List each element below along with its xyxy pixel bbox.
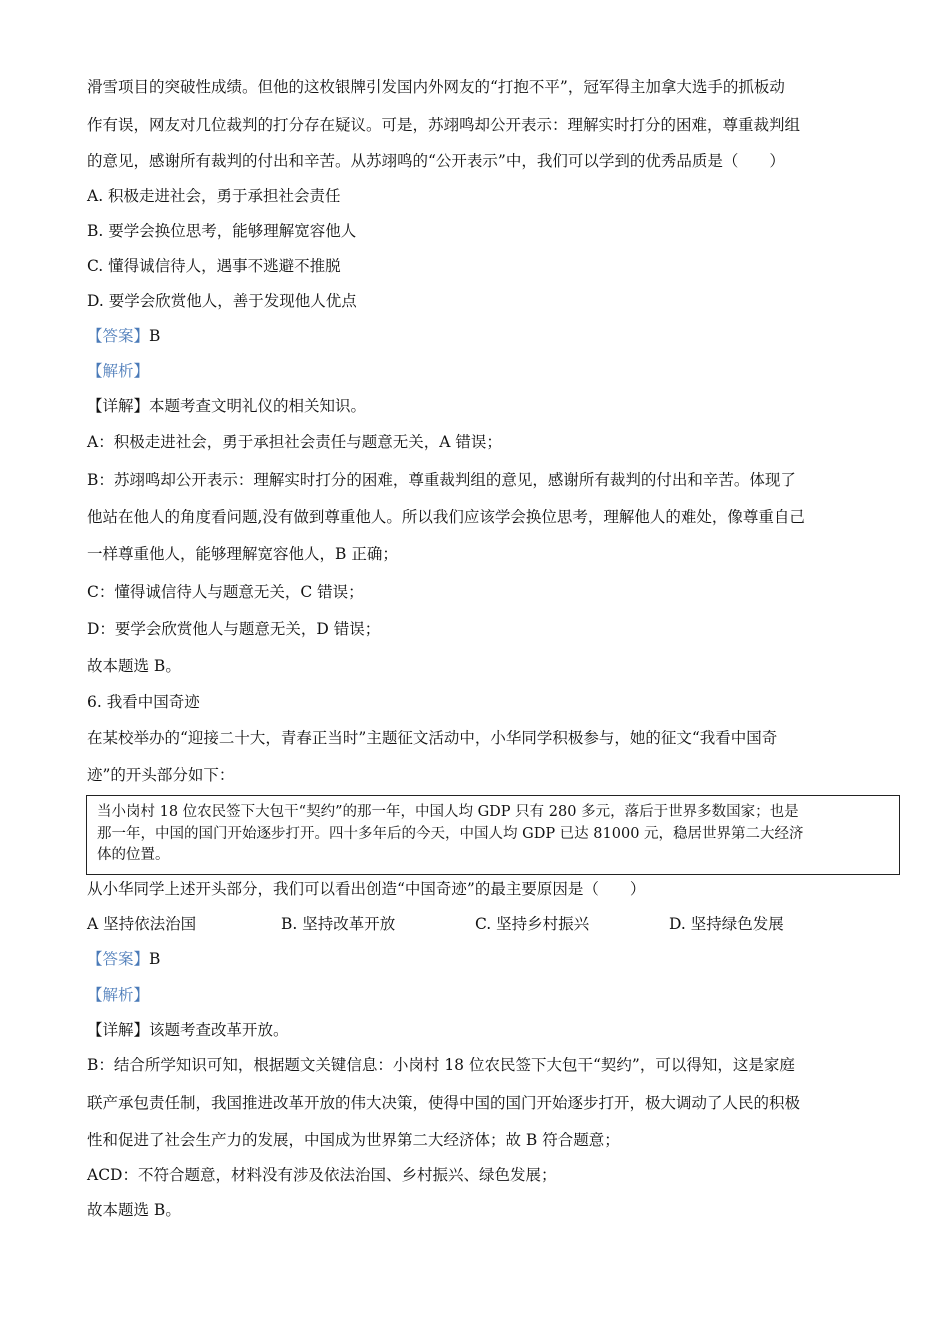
q6-quote-line-2: 那一年，中国的国门开始逐步打开。四十多年后的今天，中国人均 GDP 已达 81000 元，稳居世界第二大经济 bbox=[97, 825, 804, 842]
q6-answer-value: B bbox=[149, 950, 161, 968]
q6-answer-label: 【答案】 bbox=[87, 950, 150, 968]
q5-detail-line-1: 【详解】本题考查文明礼仪的相关知识。 bbox=[87, 397, 367, 415]
q6-analysis-label: 【解析】 bbox=[87, 986, 150, 1004]
q6-detail-line-4: 性和促进了社会生产力的发展，中国成为世界第二大经济体；故 B 符合题意； bbox=[87, 1131, 620, 1149]
q6-detail-line-3: 联产承包责任制，我国推进改革开放的伟大决策，使得中国的国门开始逐步打开，极大调动了人民的积极 bbox=[87, 1094, 801, 1112]
q5-detail-line-5: 一样尊重他人，能够理解宽容他人，B 正确； bbox=[87, 545, 398, 563]
q6-option-a: A 坚持依法治国 bbox=[87, 915, 197, 933]
q5-detail-line-4: 他站在他人的角度看问题,没有做到尊重他人。所以我们应该学会换位思考，理解他人的难处，像尊重自己 bbox=[87, 508, 805, 526]
q5-stem-line-1: 滑雪项目的突破性成绩。但他的这枚银牌引发国内外网友的“打抱不平”，冠军得主加拿大选手的抓板动 bbox=[87, 78, 785, 96]
q6-answer bbox=[87, 949, 160, 969]
q5-option-c: C. 懂得诚信待人，遇事不逃避不推脱 bbox=[87, 257, 341, 275]
q6-quote-line-3: 体的位置。 bbox=[97, 847, 170, 863]
q5-option-b: B. 要学会换位思考，能够理解宽容他人 bbox=[87, 222, 357, 240]
q5-option-a: A. 积极走进社会，勇于承担社会责任 bbox=[87, 187, 341, 205]
q5-answer bbox=[87, 326, 160, 346]
q6-detail-line-2: B：结合所学知识可知，根据题文关键信息：小岗村 18 位农民签下大包干“契约”，可以得知，这是家庭 bbox=[87, 1056, 795, 1074]
q5-stem-line-3: 的意见，感谢所有裁判的付出和辛苦。从苏翊鸣的“公开表示”中，我们可以学到的优秀品质是（ ） bbox=[87, 152, 785, 170]
q6-question: 从小华同学上述开头部分，我们可以看出创造“中国奇迹”的最主要原因是（ ） bbox=[87, 880, 646, 898]
q6-detail-line-6: 故本题选 B。 bbox=[87, 1201, 181, 1219]
q5-detail-line-7: D：要学会欣赏他人与题意无关，D 错误； bbox=[87, 620, 381, 638]
q6-option-d: D. 坚持绿色发展 bbox=[669, 915, 784, 933]
q6-option-b: B. 坚持改革开放 bbox=[281, 915, 396, 933]
q6-quote-box bbox=[86, 795, 900, 875]
q6-intro-line-1: 在某校举办的“迎接二十大，青春正当时”主题征文活动中，小华同学积极参与，她的征文“我看中国奇 bbox=[87, 729, 778, 747]
q5-detail-line-3: B：苏翊鸣却公开表示：理解实时打分的困难，尊重裁判组的意见，感谢所有裁判的付出和辛苦。体现了 bbox=[87, 471, 796, 489]
q6-detail-line-1: 【详解】该题考查改革开放。 bbox=[87, 1021, 289, 1039]
q6-title: 6. 我看中国奇迹 bbox=[87, 693, 200, 711]
q6-detail-line-5: ACD：不符合题意，材料没有涉及依法治国、乡村振兴、绿色发展； bbox=[87, 1166, 557, 1184]
q6-option-c: C. 坚持乡村振兴 bbox=[475, 915, 590, 933]
q5-answer-value: B bbox=[149, 327, 161, 345]
q5-stem-line-2: 作有误，网友对几位裁判的打分存在疑议。可是，苏翊鸣却公开表示：理解实时打分的困难，尊重裁判组 bbox=[87, 116, 801, 134]
q6-intro-line-2: 迹”的开头部分如下： bbox=[87, 766, 235, 784]
q5-detail-line-2: A：积极走进社会，勇于承担社会责任与题意无关，A 错误； bbox=[87, 433, 502, 451]
q5-detail-line-6: C：懂得诚信待人与题意无关，C 错误； bbox=[87, 583, 364, 601]
q6-quote-line-1: 当小岗村 18 位农民签下大包干“契约”的那一年，中国人均 GDP 只有 280 多元，落后于世界多数国家；也是 bbox=[97, 804, 799, 820]
q5-answer-label: 【答案】 bbox=[87, 327, 150, 345]
q5-option-d: D. 要学会欣赏他人，善于发现他人优点 bbox=[87, 292, 357, 310]
q5-analysis-label: 【解析】 bbox=[87, 362, 150, 380]
q5-detail-line-8: 故本题选 B。 bbox=[87, 657, 181, 675]
